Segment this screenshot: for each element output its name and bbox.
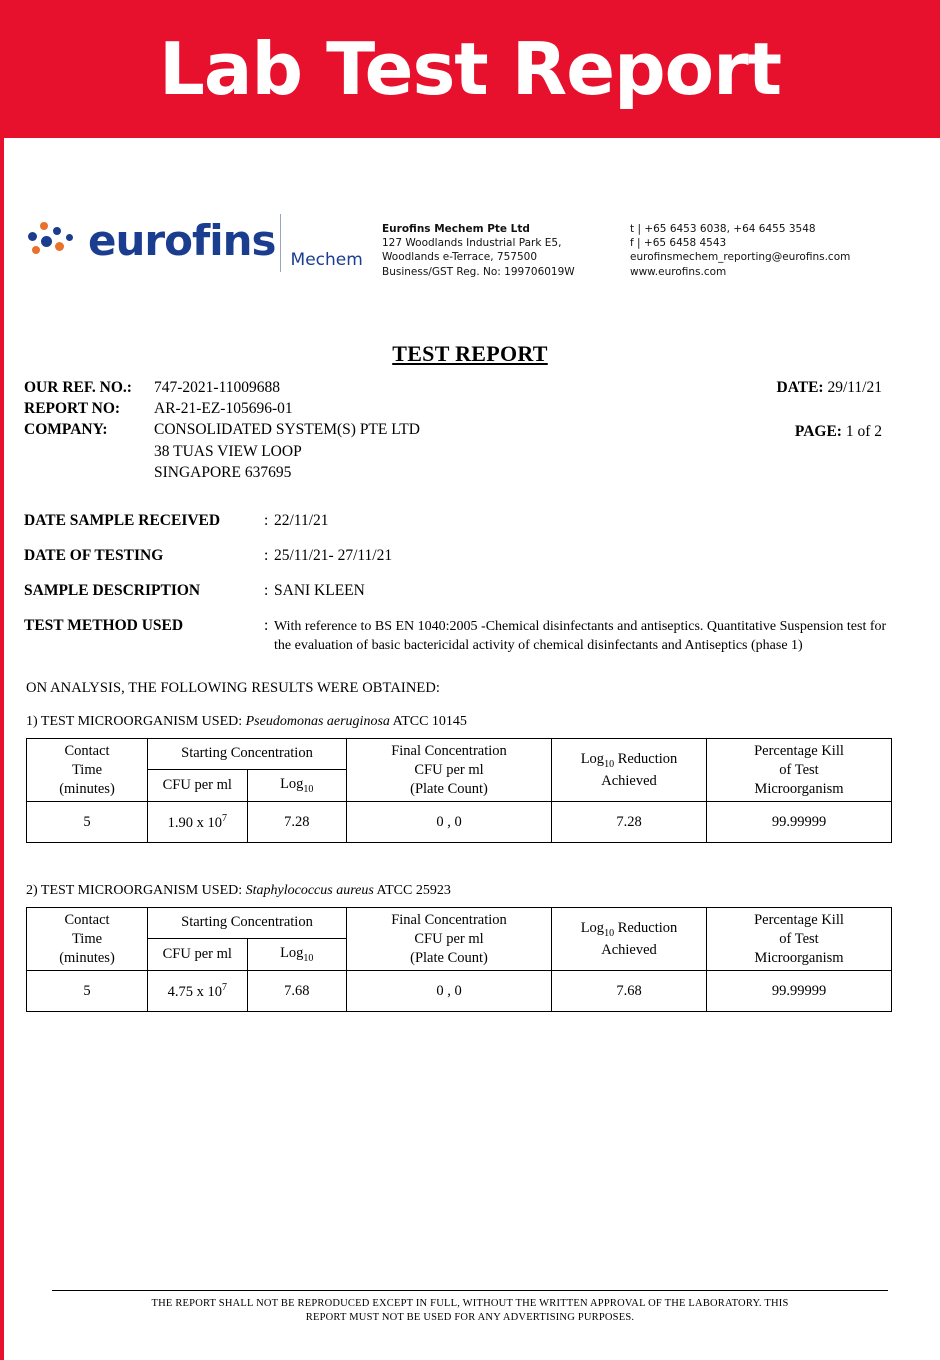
cell-cfu-per-ml-1 bbox=[148, 802, 248, 843]
table-header-row-top-2 bbox=[27, 908, 892, 938]
log-reduction-line1: Reduction bbox=[617, 751, 678, 768]
organism-strain-1: ATCC 10145 bbox=[392, 714, 467, 730]
date-value: 29/11/21 bbox=[827, 378, 882, 396]
footer bbox=[0, 1290, 940, 1326]
logo-divider bbox=[280, 214, 281, 272]
cfu-value: 4.75 x 10 bbox=[167, 983, 222, 1000]
header-log-reduction-1 bbox=[552, 739, 707, 802]
report-meta bbox=[24, 377, 916, 484]
header-final-concentration-1 bbox=[347, 739, 552, 802]
date-label: DATE: bbox=[776, 378, 824, 396]
detail-row-sample-description bbox=[24, 582, 916, 600]
detail-row-date-received bbox=[24, 512, 916, 530]
detail-colon: : bbox=[264, 581, 269, 599]
cfu-exponent: 7 bbox=[221, 812, 227, 824]
cfu-exponent: 7 bbox=[221, 981, 227, 993]
report-page-number bbox=[795, 421, 882, 442]
header-starting-concentration-2: Starting Concentration bbox=[148, 908, 347, 938]
detail-row-test-method bbox=[24, 617, 916, 657]
log-reduction-line2: Achieved bbox=[601, 941, 657, 958]
contact-time-line1: Contact bbox=[64, 912, 110, 929]
header-cfu-per-ml-2: CFU per ml bbox=[148, 938, 248, 971]
lab-registration: Business/GST Reg. No: 199706019W bbox=[382, 265, 575, 278]
meta-row-report-no bbox=[24, 398, 916, 419]
contact-time-line3: (minutes) bbox=[59, 949, 115, 966]
sample-description-value: SANI KLEEN bbox=[274, 581, 365, 599]
header-contact-time-1 bbox=[27, 739, 148, 802]
log-reduction-prefix: Log bbox=[580, 751, 605, 768]
date-testing-label: DATE OF TESTING bbox=[24, 546, 164, 564]
organism-name-2: Staphylococcus aureus bbox=[245, 883, 374, 899]
footer-divider bbox=[52, 1290, 888, 1291]
report-no-label: REPORT NO: bbox=[24, 400, 121, 418]
log-reduction-prefix: Log bbox=[580, 920, 605, 937]
eurofins-dots-icon bbox=[26, 218, 82, 264]
report-no-value: AR-21-EZ-105696-01 bbox=[154, 400, 293, 418]
date-received-value: 22/11/21 bbox=[274, 511, 329, 529]
page-value: 1 of 2 bbox=[845, 422, 882, 440]
pct-kill-line1: Percentage Kill bbox=[754, 743, 844, 760]
organism-caption-prefix-2: 2) TEST MICROORGANISM USED: bbox=[26, 883, 243, 899]
eurofins-wordmark: eurofins bbox=[88, 216, 276, 265]
date-testing-value: 25/11/21- 27/11/21 bbox=[274, 546, 393, 564]
final-conc-line3: (Plate Count) bbox=[410, 780, 488, 797]
sample-description-label: SAMPLE DESCRIPTION bbox=[24, 581, 201, 599]
cell-log10-2: 7.68 bbox=[247, 971, 347, 1012]
cell-final-concentration-1: 0 , 0 bbox=[347, 802, 552, 843]
eurofins-logo bbox=[26, 210, 376, 272]
log-reduction-sub: 10 bbox=[604, 928, 615, 940]
our-ref-value: 747-2021-11009688 bbox=[154, 378, 280, 396]
our-ref-label: OUR REF. NO.: bbox=[24, 378, 132, 396]
lab-website[interactable]: www.eurofins.com bbox=[630, 265, 727, 278]
log-reduction-sub: 10 bbox=[604, 759, 615, 771]
cell-cfu-per-ml-2 bbox=[148, 971, 248, 1012]
lab-address bbox=[382, 222, 630, 279]
header-log-reduction-2 bbox=[552, 908, 707, 971]
lab-email[interactable]: eurofinsmechem_reporting@eurofins.com bbox=[630, 251, 851, 264]
company-address-line-1: 38 TUAS VIEW LOOP bbox=[154, 442, 302, 460]
log-reduction-line1: Reduction bbox=[617, 920, 678, 937]
final-conc-line1: Final Concentration bbox=[391, 743, 507, 760]
header-starting-concentration-1: Starting Concentration bbox=[148, 739, 347, 769]
cell-log10-1: 7.28 bbox=[247, 802, 347, 843]
detail-row-date-testing bbox=[24, 547, 916, 565]
cell-log-reduction-1: 7.28 bbox=[552, 802, 707, 843]
footer-line-1: THE REPORT SHALL NOT BE REPRODUCED EXCEPT IN FULL, WITHOUT THE WRITTEN APPROVAL OF THE LABORATORY. THIS bbox=[151, 1297, 789, 1309]
cell-percentage-kill-2: 99.99999 bbox=[707, 971, 892, 1012]
organism-name-1: Pseudomonas aeruginosa bbox=[245, 714, 390, 730]
pct-kill-line2: of Test bbox=[779, 762, 819, 779]
test-method-label: TEST METHOD USED bbox=[24, 616, 184, 634]
header-log10-1 bbox=[247, 769, 347, 802]
header-log10-2 bbox=[247, 938, 347, 971]
lab-name: Eurofins Mechem Pte Ltd bbox=[382, 223, 530, 235]
pct-kill-line3: Microorganism bbox=[754, 949, 844, 966]
lab-contact bbox=[630, 222, 850, 279]
header-cfu-per-ml-1: CFU per ml bbox=[148, 769, 248, 802]
report-date bbox=[777, 377, 883, 398]
final-conc-line1: Final Concentration bbox=[391, 912, 507, 929]
cell-contact-time-2: 5 bbox=[27, 971, 148, 1012]
organism-caption-1 bbox=[24, 714, 916, 730]
date-received-label: DATE SAMPLE RECEIVED bbox=[24, 511, 221, 529]
detail-colon: : bbox=[264, 511, 269, 529]
log10-sub: 10 bbox=[303, 783, 314, 795]
pct-kill-line3: Microorganism bbox=[754, 780, 844, 797]
company-value: CONSOLIDATED SYSTEM(S) PTE LTD bbox=[154, 421, 420, 439]
pct-kill-line2: of Test bbox=[779, 931, 819, 948]
header-contact-time-2 bbox=[27, 908, 148, 971]
analysis-intro: ON ANALYSIS, THE FOLLOWING RESULTS WERE OBTAINED: bbox=[26, 680, 441, 697]
cell-contact-time-1: 5 bbox=[27, 802, 148, 843]
detail-colon: : bbox=[264, 546, 269, 564]
banner-title: Lab Test Report bbox=[159, 27, 781, 111]
log10-text: Log bbox=[280, 776, 304, 793]
page-label: PAGE: bbox=[794, 422, 842, 440]
organism-caption-2 bbox=[24, 883, 916, 899]
final-conc-line3: (Plate Count) bbox=[410, 949, 488, 966]
results-table-1 bbox=[26, 738, 892, 843]
letterhead bbox=[24, 210, 916, 279]
organism-caption-prefix-1: 1) TEST MICROORGANISM USED: bbox=[26, 714, 243, 730]
detail-colon: : bbox=[264, 616, 269, 634]
pct-kill-line1: Percentage Kill bbox=[754, 912, 844, 929]
contact-time-line2: Time bbox=[71, 762, 103, 779]
log10-text: Log bbox=[280, 945, 304, 962]
mechem-wordmark: Mechem bbox=[290, 250, 363, 270]
results-table-2 bbox=[26, 907, 892, 1012]
header-percentage-kill-1 bbox=[707, 739, 892, 802]
header-final-concentration-2 bbox=[347, 908, 552, 971]
contact-time-line3: (minutes) bbox=[59, 780, 115, 797]
meta-row-company bbox=[24, 419, 916, 440]
test-method-value: With reference to BS EN 1040:2005 -Chemical disinfectants and antiseptics. Quantitative Suspension test for the evaluation of basic bactericidal activity of chemical disinfectants and Antiseptics (phase 1) bbox=[274, 618, 887, 654]
document-body bbox=[0, 210, 940, 1012]
log-reduction-line2: Achieved bbox=[601, 772, 657, 789]
company-address bbox=[154, 441, 916, 484]
table-row bbox=[27, 971, 892, 1012]
company-address-line-2: SINGAPORE 637695 bbox=[154, 464, 292, 482]
lab-fax: f | +65 6458 4543 bbox=[630, 237, 727, 250]
contact-time-line1: Contact bbox=[64, 743, 110, 760]
lab-address-line-2: Woodlands e-Terrace, 757500 bbox=[382, 251, 538, 264]
company-label: COMPANY: bbox=[24, 421, 108, 439]
lab-telephone: t | +65 6453 6038, +64 6455 3548 bbox=[630, 223, 816, 235]
log10-sub: 10 bbox=[303, 952, 314, 964]
table-header-row-top-1 bbox=[27, 739, 892, 769]
sample-details bbox=[24, 512, 916, 657]
banner bbox=[0, 0, 940, 138]
page-title: TEST REPORT bbox=[392, 340, 548, 366]
footer-line-2: REPORT MUST NOT BE USED FOR ANY ADVERTISING PURPOSES. bbox=[305, 1312, 635, 1324]
cell-log-reduction-2: 7.68 bbox=[552, 971, 707, 1012]
cfu-value: 1.90 x 10 bbox=[167, 814, 222, 831]
organism-strain-2: ATCC 25923 bbox=[376, 883, 451, 899]
cell-final-concentration-2: 0 , 0 bbox=[347, 971, 552, 1012]
cell-percentage-kill-1: 99.99999 bbox=[707, 802, 892, 843]
final-conc-line2: CFU per ml bbox=[414, 762, 484, 779]
contact-time-line2: Time bbox=[71, 931, 103, 948]
lab-address-line-1: 127 Woodlands Industrial Park E5, bbox=[382, 237, 562, 250]
table-row bbox=[27, 802, 892, 843]
final-conc-line2: CFU per ml bbox=[414, 931, 484, 948]
header-percentage-kill-2 bbox=[707, 908, 892, 971]
